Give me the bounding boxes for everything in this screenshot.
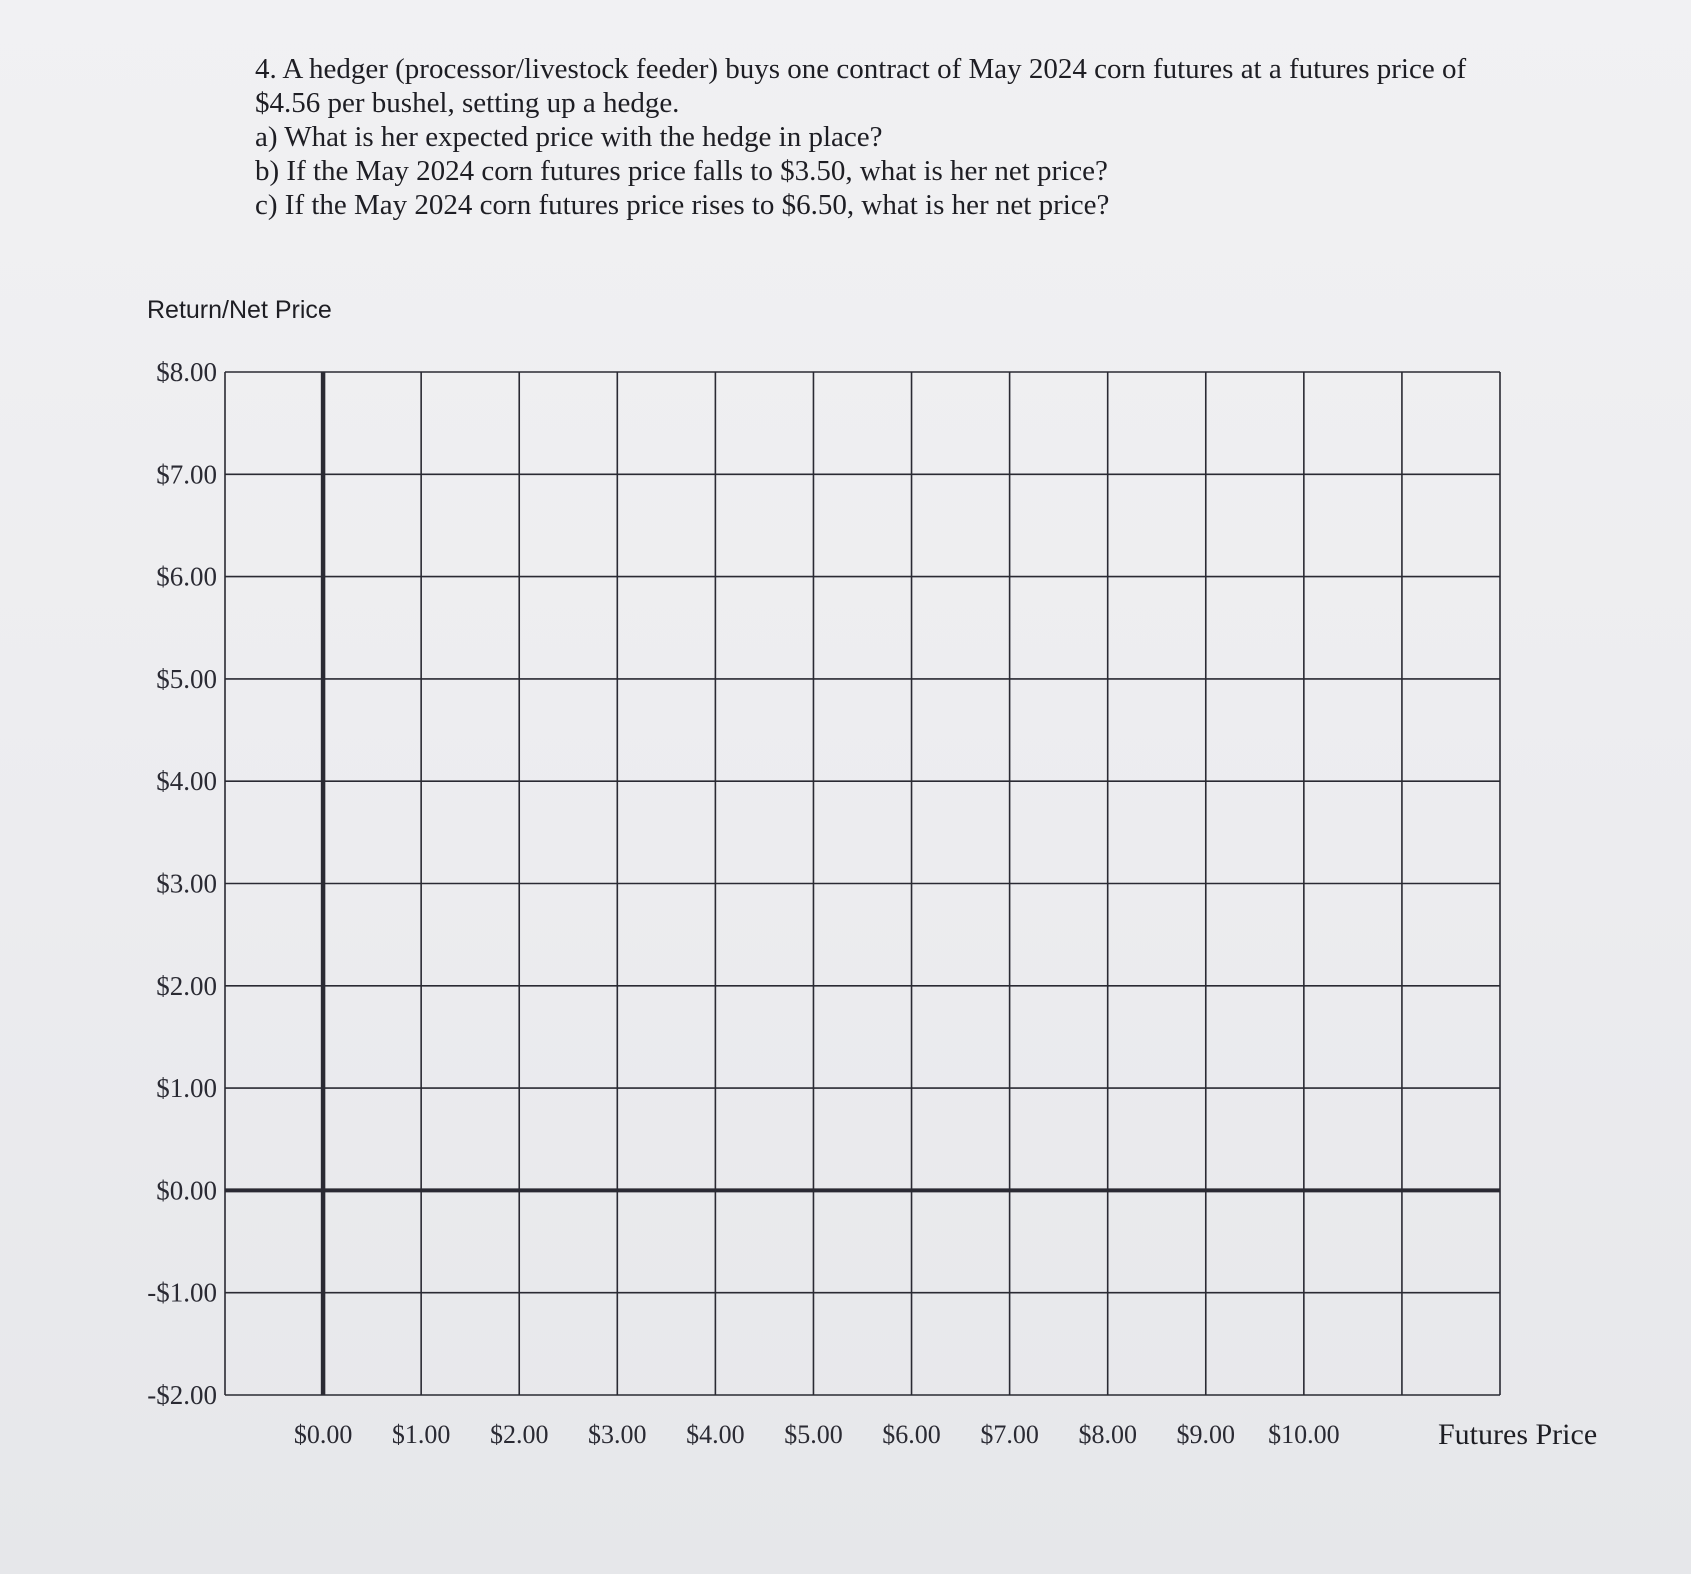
- x-axis-title: Futures Price: [1438, 1418, 1598, 1451]
- x-tick-label: $7.00: [980, 1420, 1039, 1449]
- x-tick-label: $6.00: [882, 1420, 941, 1449]
- y-tick-label: -$2.00: [147, 1380, 217, 1410]
- x-tick-label: $1.00: [391, 1420, 451, 1449]
- x-tick-label: $9.00: [1176, 1420, 1236, 1449]
- part-text: What is her expected price with the hedge in place?: [284, 121, 883, 153]
- part-label: c): [255, 189, 278, 221]
- part-text: If the May 2024 corn futures price rises to $6.50, what is her net price?: [284, 189, 1110, 221]
- x-tick-label: $8.00: [1078, 1420, 1137, 1449]
- y-tick-label: $2.00: [156, 970, 217, 1001]
- y-axis-title: Return/Net Price: [147, 296, 332, 324]
- y-tick-label: $8.00: [156, 357, 217, 387]
- x-tick-label: $3.00: [588, 1420, 647, 1449]
- y-tick-label: $4.00: [156, 766, 217, 797]
- x-tick-label: $4.00: [686, 1420, 745, 1449]
- y-tick-label: $6.00: [156, 561, 217, 592]
- part-label: b): [255, 155, 280, 187]
- y-tick-label: $5.00: [156, 663, 217, 694]
- y-tick-label: $3.00: [156, 868, 217, 899]
- x-tick-label: $0.00: [293, 1420, 353, 1449]
- y-tick-label: $1.00: [156, 1073, 217, 1104]
- x-tick-label: $2.00: [489, 1420, 549, 1449]
- question-stem: 4. A hedger (processor/livestock feeder) buys one contract of May 2024 corn futures at a futures price of $4.56 per bushel, setting up a hedge.: [255, 53, 1467, 119]
- part-label: a): [255, 121, 278, 153]
- y-tick-label: $0.00: [156, 1175, 217, 1206]
- part-text: If the May 2024 corn futures price falls to $3.50, what is her net price?: [286, 155, 1108, 187]
- x-tick-label: $5.00: [784, 1420, 843, 1449]
- y-tick-label: $7.00: [156, 459, 217, 490]
- x-tick-label: $10.00: [1268, 1420, 1340, 1449]
- y-tick-label: -$1.00: [147, 1277, 217, 1308]
